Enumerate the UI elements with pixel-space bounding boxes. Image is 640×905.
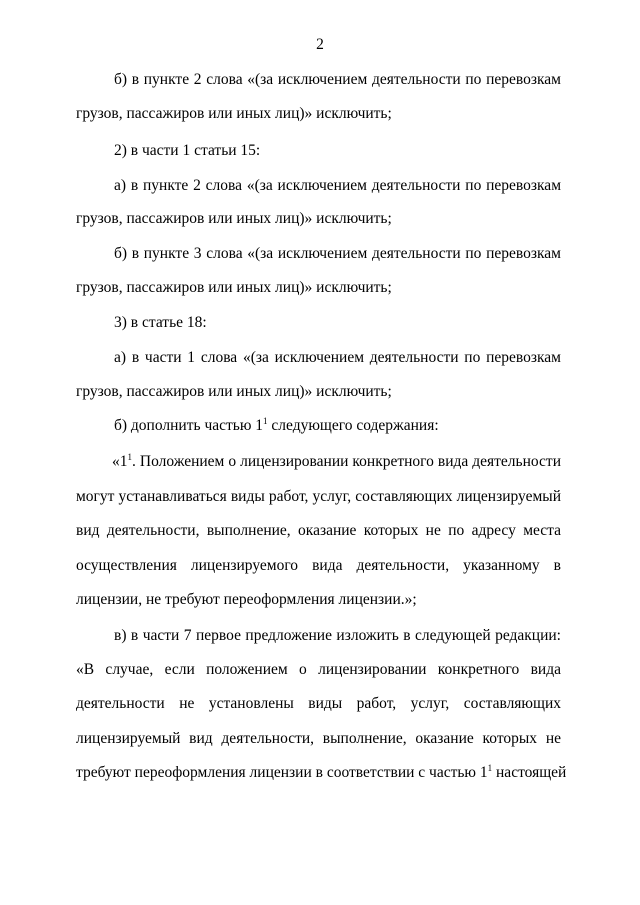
text-line: б) в пункте 2 слова «(за исключением деятельности по перевозкам bbox=[114, 71, 561, 88]
text-line: грузов, пассажиров или иных лиц)» исключить; bbox=[76, 383, 392, 400]
superscript: 1 bbox=[127, 451, 132, 462]
text-line: грузов, пассажиров или иных лиц)» исключить; bbox=[76, 279, 392, 296]
text-fragment: б) дополнить частью 1 bbox=[114, 417, 264, 434]
text-line: могут устанавливаться виды работ, услуг, составляющих лицензируемый bbox=[76, 488, 561, 505]
text-line: вид деятельности, выполнение, оказание которых не по адресу места bbox=[76, 522, 561, 539]
text-line: 3) в статье 18: bbox=[114, 314, 207, 331]
text-line: лицензии, не требуют переоформления лицензии.»; bbox=[76, 591, 417, 608]
text-line bbox=[76, 416, 561, 436]
superscript: 1 bbox=[487, 762, 493, 773]
text-line: осуществления лицензируемого вида деятельности, указанному в bbox=[76, 557, 561, 574]
text-line: а) в пункте 2 слова «(за исключением деятельности по перевозкам bbox=[114, 177, 561, 194]
text-line: грузов, пассажиров или иных лиц)» исключить; bbox=[76, 210, 392, 227]
text-line: грузов, пассажиров или иных лиц)» исключить; bbox=[76, 105, 392, 122]
text-line: лицензируемый вид деятельности, выполнение, оказание которых не bbox=[76, 730, 561, 747]
text-line: а) в части 1 слова «(за исключением деятельности по перевозкам bbox=[114, 349, 561, 366]
text-line bbox=[76, 762, 567, 783]
text-line: в) в части 7 первое предложение изложить в следующей редакции: bbox=[114, 627, 561, 644]
text-line: деятельности не установлены виды работ, услуг, составляющих bbox=[76, 695, 561, 712]
page-number: 2 bbox=[316, 36, 324, 53]
superscript: 1 bbox=[263, 415, 268, 426]
text-line: б) в пункте 3 слова «(за исключением деятельности по перевозкам bbox=[114, 245, 561, 262]
text-fragment: «1 bbox=[112, 453, 128, 470]
text-fragment: требуют переоформления лицензии в соответствии с частью 1 bbox=[76, 764, 488, 781]
text-line: 2) в части 1 статьи 15: bbox=[114, 142, 261, 159]
text-line: «В случае, если положением о лицензировании конкретного вида bbox=[76, 661, 561, 678]
text-line bbox=[76, 452, 561, 472]
text-fragment: . Положением о лицензировании конкретного вида деятельности bbox=[132, 453, 561, 470]
text-fragment: настоящей bbox=[492, 764, 567, 781]
text-fragment: следующего содержания: bbox=[267, 417, 439, 434]
